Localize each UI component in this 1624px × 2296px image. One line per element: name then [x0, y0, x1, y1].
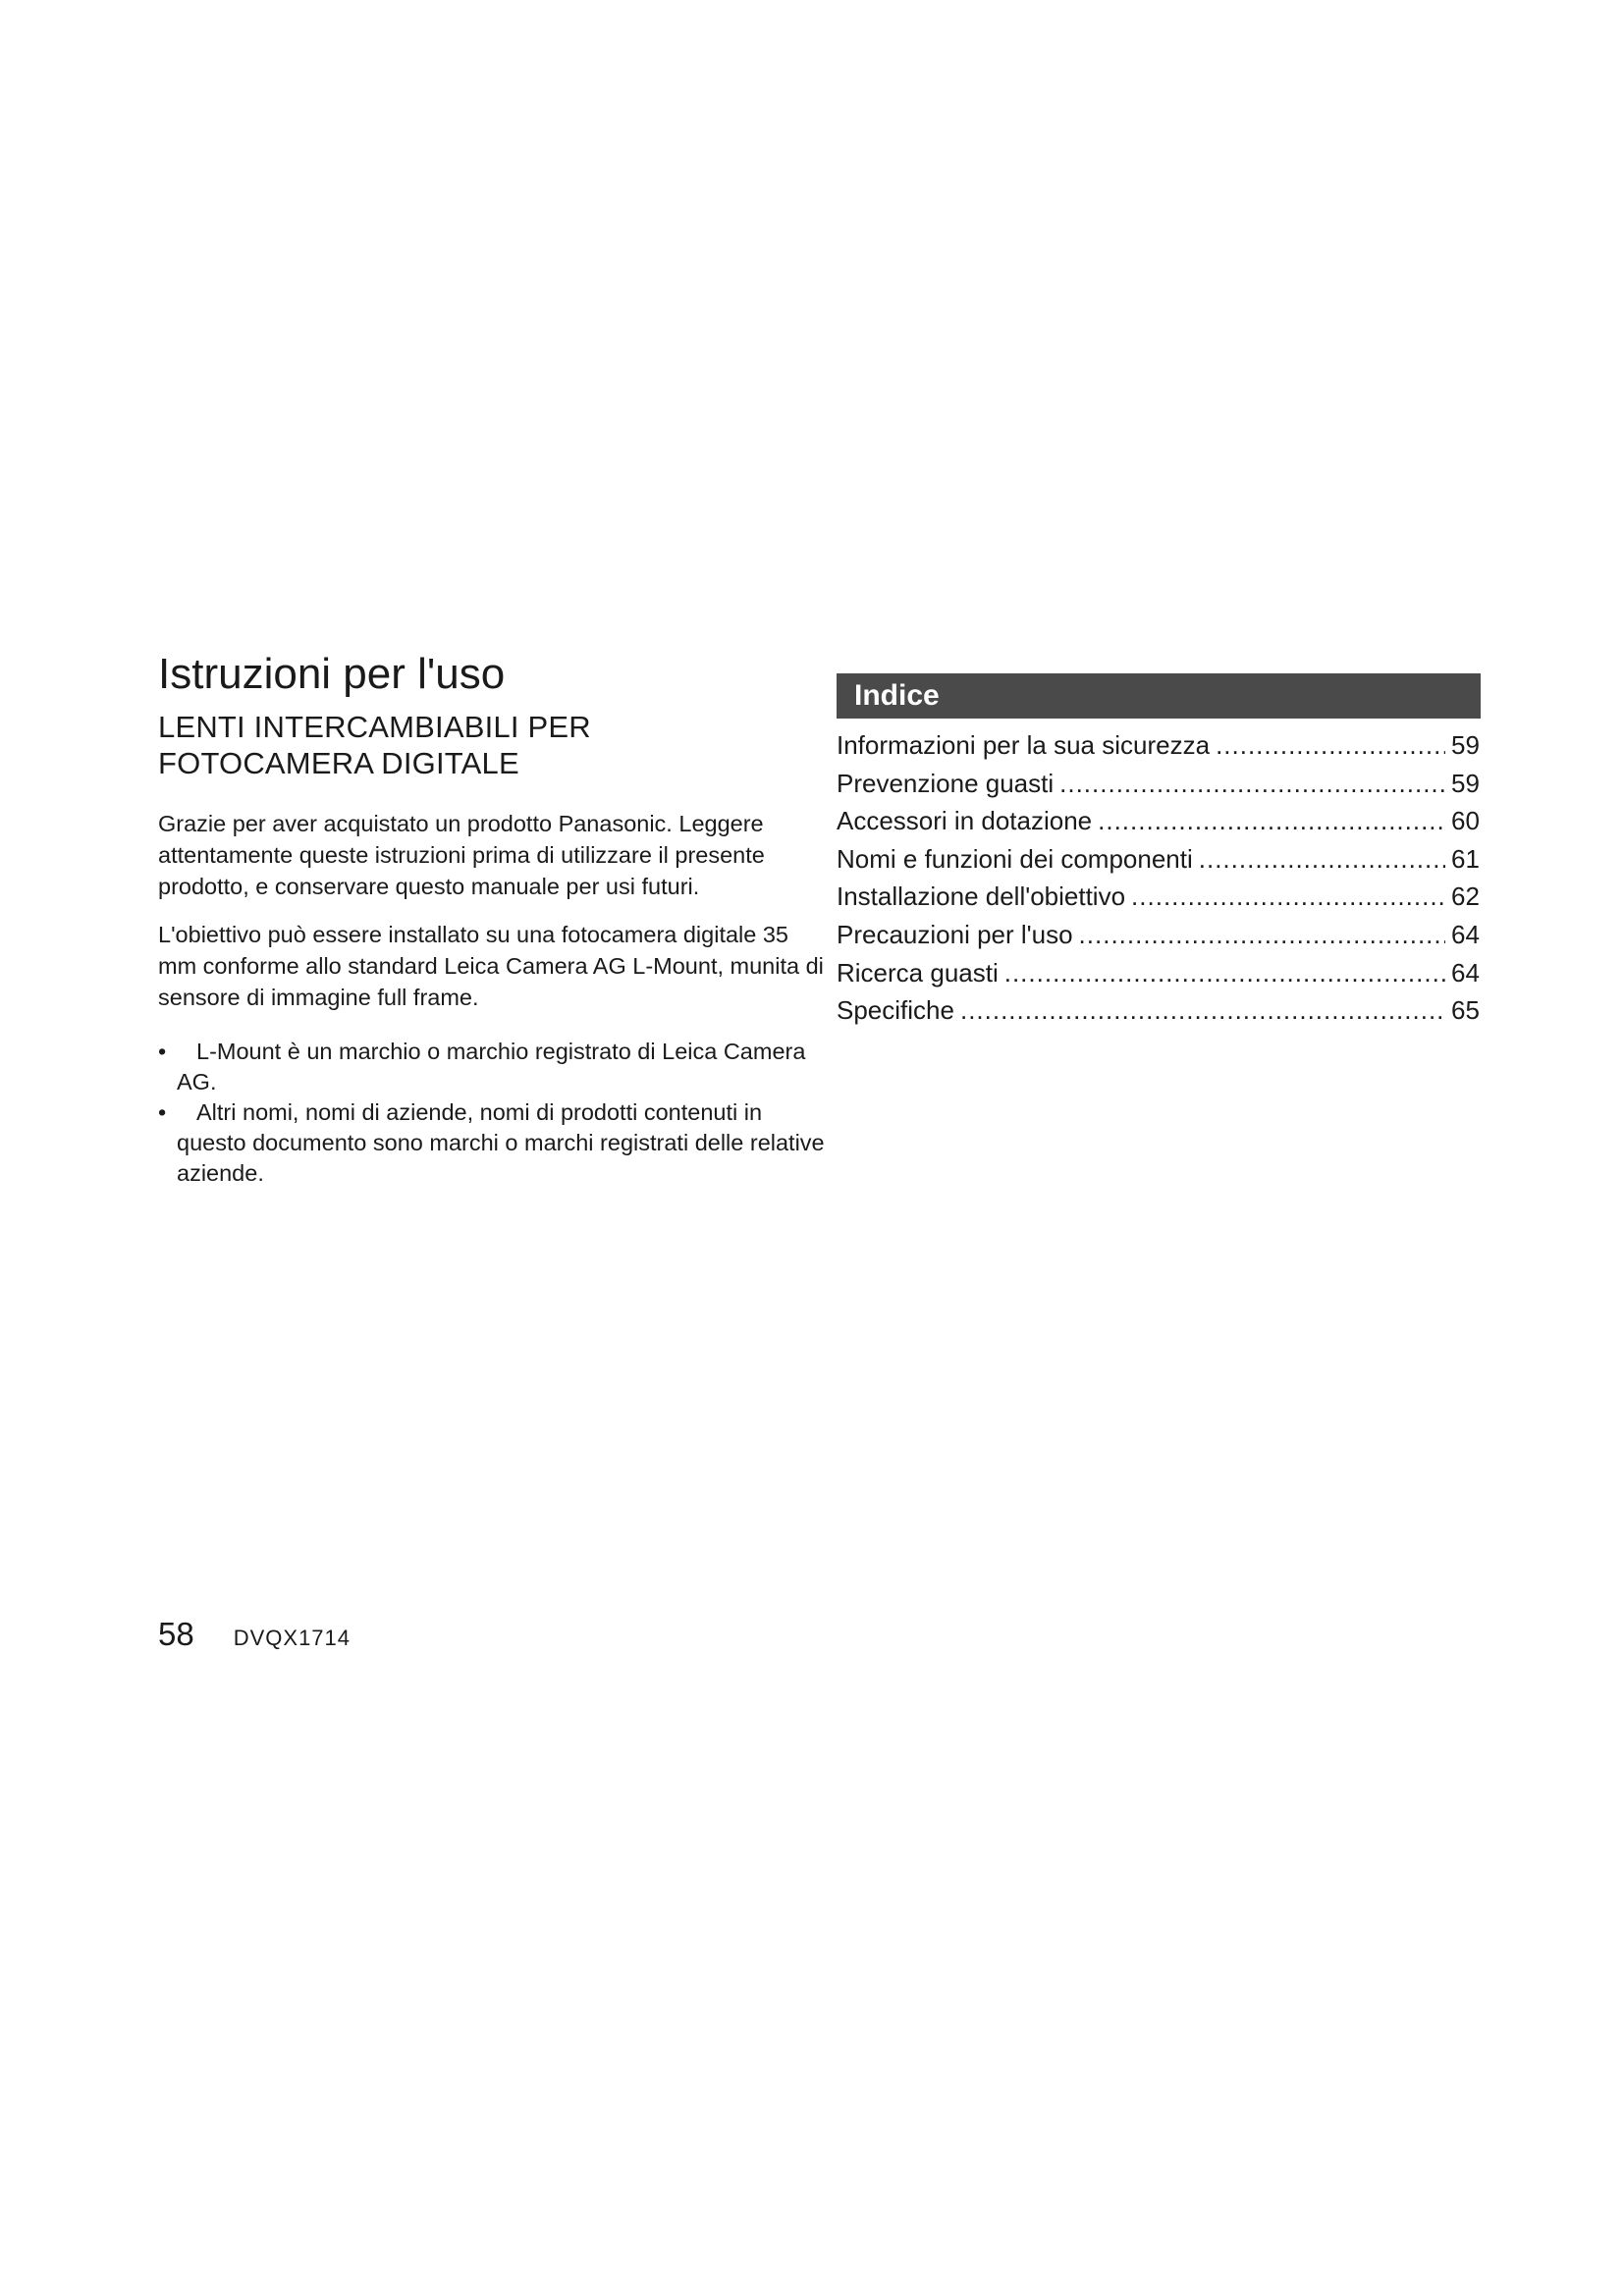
toc-item-page: 65: [1451, 995, 1480, 1026]
toc-leader-dots: [1098, 802, 1445, 840]
toc-item[interactable]: [837, 726, 1481, 765]
toc-item-page: 59: [1451, 768, 1480, 798]
toc-item[interactable]: [837, 802, 1481, 840]
toc-leader-dots: [1004, 954, 1445, 992]
toc-item[interactable]: [837, 878, 1481, 916]
toc-leader-dots: [1216, 726, 1445, 765]
toc-item-label: Informazioni per la sua sicurezza: [837, 730, 1211, 760]
trademark-note-text: Altri nomi, nomi di aziende, nomi di prodotti contenuti in questo documento sono marchi o marchi registrati delle relative aziende.: [177, 1099, 825, 1186]
toc-item[interactable]: [837, 991, 1481, 1030]
toc-item[interactable]: [837, 840, 1481, 879]
page-footer: [158, 1616, 351, 1653]
toc-item-page: 61: [1451, 843, 1480, 874]
toc-leader-dots: [1059, 765, 1445, 803]
intro-paragraph-thanks: Grazie per aver acquistato un prodotto Panasonic. Leggere attentamente queste istruzioni prima di utilizzare il presente prodotto, e conservare questo manuale per usi futuri.: [158, 811, 765, 899]
toc-item-page: 60: [1451, 806, 1480, 836]
toc-item-label: Nomi e funzioni dei componenti: [837, 843, 1193, 874]
trademark-note-text: L-Mount è un marchio o marchio registrato di Leica Camera AG.: [177, 1039, 806, 1095]
toc-item-label: Installazione dell'obiettivo: [837, 881, 1126, 912]
trademark-notes: [158, 1037, 826, 1189]
toc-item-page: 62: [1451, 881, 1480, 912]
table-of-contents: [837, 673, 1481, 1030]
intro-paragraph-compatibility: L'obiettivo può essere installato su una fotocamera digitale 35 mm conforme allo standard Leica Camera AG L-Mount, munita di sensore di immagine full frame.: [158, 922, 824, 1010]
page-number: 58: [158, 1616, 194, 1652]
subtitle-line-1: LENTI INTERCAMBIABILI PER: [158, 710, 591, 744]
toc-leader-dots: [1199, 840, 1445, 879]
toc-item-page: 64: [1451, 957, 1480, 988]
toc-leader-dots: [1131, 878, 1445, 916]
toc-item-label: Ricerca guasti: [837, 957, 999, 988]
toc-item[interactable]: [837, 916, 1481, 954]
toc-header: Indice: [837, 673, 1481, 719]
bullet-icon: •: [158, 1039, 167, 1064]
toc-item-label: Specifiche: [837, 995, 954, 1026]
trademark-note: [158, 1097, 826, 1189]
toc-item-page: 64: [1451, 919, 1480, 949]
toc-item-label: Precauzioni per l'uso: [837, 919, 1073, 949]
document-title: Istruzioni per l'uso: [158, 650, 506, 698]
document-subtitle: [158, 709, 826, 781]
trademark-note: [158, 1037, 826, 1097]
document-code: DVQX1714: [233, 1626, 352, 1650]
bullet-icon: •: [158, 1099, 167, 1125]
toc-item-label: Prevenzione guasti: [837, 768, 1055, 798]
toc-item-label: Accessori in dotazione: [837, 806, 1093, 836]
intro-column: [158, 650, 826, 1189]
toc-item[interactable]: [837, 765, 1481, 803]
toc-leader-dots: [960, 991, 1445, 1030]
subtitle-line-2: FOTOCAMERA DIGITALE: [158, 746, 519, 780]
toc-item[interactable]: [837, 954, 1481, 992]
toc-item-page: 59: [1451, 730, 1480, 760]
toc-leader-dots: [1079, 916, 1445, 954]
toc-list: [837, 726, 1481, 1030]
